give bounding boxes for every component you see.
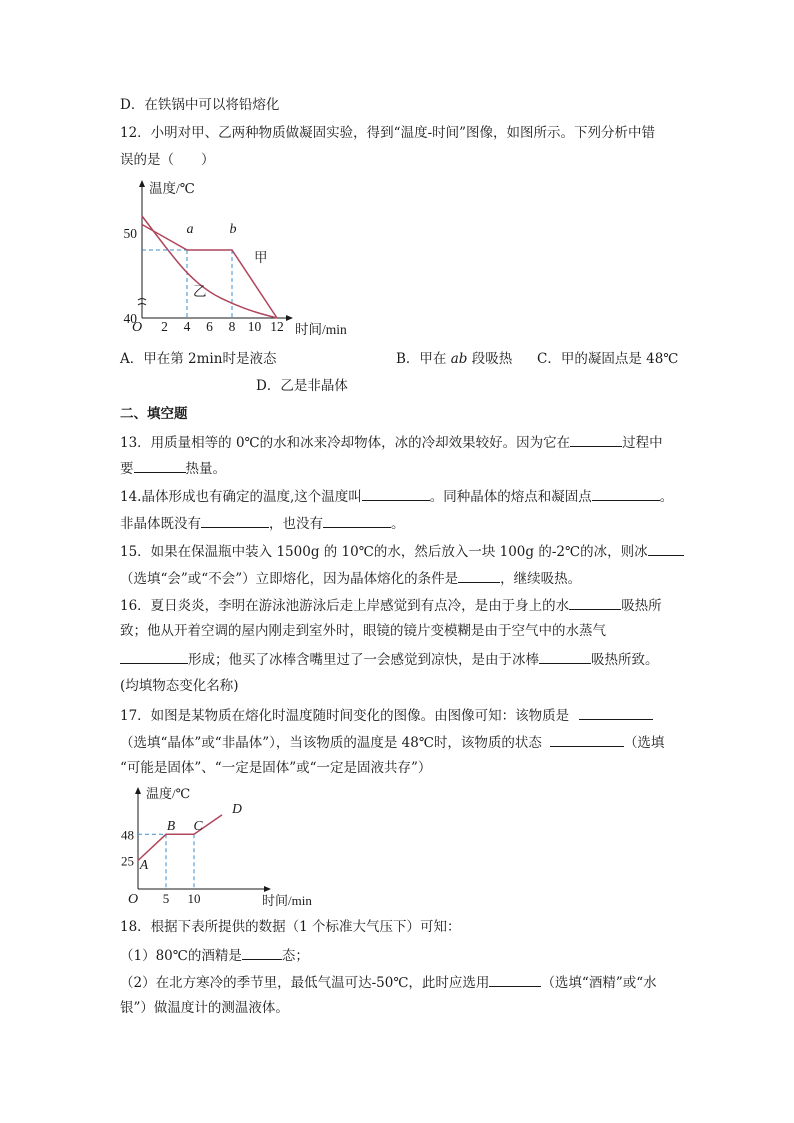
q12-option-b-ab: ab (450, 351, 468, 367)
q12-point-b-label: b (229, 222, 237, 237)
q14-text-2b: ，也没有 (269, 516, 323, 532)
q18-line2 (120, 945, 309, 965)
q12-stem-line1: 12．小明对甲、乙两种物质做凝固实验，得到“温度-时间”图像，如图所示。下列分析中错 (120, 125, 656, 141)
q13-blank-1[interactable] (570, 432, 622, 447)
q14-blank-3[interactable] (201, 513, 269, 528)
q13-text-2b: 热量。 (185, 461, 226, 477)
q15-blank-1[interactable] (648, 541, 684, 556)
q13-line2 (120, 458, 226, 478)
q18-line3 (120, 972, 657, 992)
q18-blank-1[interactable] (242, 945, 282, 960)
q11-option-d: D．在铁锅中可以将铅熔化 (120, 97, 280, 113)
q17-series-line (138, 815, 222, 861)
q16-blank-3[interactable] (539, 649, 591, 664)
q14-text-1b: 。同种晶体的熔点和凝固点 (429, 489, 592, 505)
q12-x-tick-label: 4 (183, 319, 191, 334)
q15-text-2a: （选填“会”或“不会”）立即熔化，因为晶体熔化的条件是 (120, 571, 459, 587)
q16-line4: (均填物态变化名称) (120, 678, 239, 694)
q14-text-2a: 非晶体既没有 (120, 516, 201, 532)
q12-series-jia-line (142, 225, 277, 319)
q12-chart (110, 170, 370, 342)
q15-line2 (120, 568, 581, 588)
q17-y-tick-label: 48 (121, 827, 134, 843)
q13-line1 (120, 432, 663, 452)
q18-blank-2[interactable] (489, 972, 541, 987)
q17-line1 (120, 705, 653, 725)
q16-blank-2[interactable] (120, 649, 188, 664)
q17-x-tick-label: 5 (162, 891, 170, 906)
q17-x-axis-label: 时间/min (262, 893, 312, 908)
q14-line2 (120, 513, 405, 533)
q12-x-tick-label: 6 (206, 319, 213, 334)
q12-series-jia-label: 甲 (254, 250, 268, 265)
q17-text-2a: （选填“晶体”或“非晶体”），当该物质的温度是 48℃时，该物质的状态 (120, 735, 542, 751)
q18-text-3a: （2）在北方寒冷的季节里，最低气温可达-50℃，此时应选用 (120, 975, 490, 991)
q17-line3: “可能是固体”、“一定是固体”或“一定是固液共存”） (120, 760, 432, 776)
q17-x-tick-label: 10 (187, 891, 201, 906)
q16-text-1a: 16．夏日炎炎，李明在游泳池游泳后走上岸感觉到有点冷，是由于身上的水 (120, 598, 570, 614)
q15-blank-2[interactable] (458, 568, 500, 583)
q17-line2 (120, 732, 664, 752)
q12-x-tick-label: 2 (161, 319, 168, 334)
q12-x-tick-label: 10 (247, 319, 262, 334)
q14-line1 (120, 486, 673, 506)
q18-text-2b: 态； (281, 948, 309, 964)
q18-text-3b: （选填“酒精”或“水 (541, 975, 657, 991)
q12-option-a: A．甲在第 2min时是液态 (120, 351, 277, 367)
q17-origin-label: O (127, 892, 139, 907)
q12-point-a-label: a (186, 222, 194, 237)
q17-point-d-label: D (232, 801, 242, 816)
q16-blank-1[interactable] (569, 595, 621, 610)
section-title: 二、填空题 (120, 406, 188, 422)
q16-text-1b: 吸热所 (621, 598, 662, 614)
q17-y-tick-label: 25 (121, 853, 134, 869)
q16-text-3a: 形成；他买了冰棒含嘴里过了一会感觉到凉快，是由于冰棒 (188, 652, 539, 668)
q14-blank-1[interactable] (362, 486, 430, 501)
q16-text-3b: 吸热所致。 (591, 652, 659, 668)
q17-point-b-label: B (166, 818, 176, 833)
q12-y-tick-label: 40 (123, 311, 137, 326)
q14-blank-4[interactable] (323, 513, 391, 528)
q18-line4: 银”）做温度计的测温液体。 (120, 1000, 289, 1016)
q17-y-axis-label: 温度/℃ (146, 786, 191, 801)
q12-option-b-pre: B．甲在 (396, 351, 447, 367)
q15-line1 (120, 541, 684, 561)
q14-blank-2[interactable] (592, 486, 660, 501)
q12-y-axis-label: 温度/℃ (149, 181, 195, 196)
q17-point-c-label: C (193, 818, 203, 833)
q12-origin-label: O (131, 320, 143, 335)
q18-line1: 18．根据下表所提供的数据（1 个标准大气压下）可知： (120, 919, 461, 935)
q12-series-yi-label: 乙 (193, 284, 207, 299)
q17-blank-1[interactable] (579, 705, 653, 720)
q18-text-2a: （1）80℃的酒精是 (120, 948, 242, 964)
q17-text-1a: 17．如图是某物质在熔化时温度随时间变化的图像。由图像可知：该物质是 (120, 708, 570, 724)
q15-text-1a: 15．如果在保温瓶中装入 1500g 的 10℃的水，然后放入一块 100g 的-2℃的冰，则冰 (120, 544, 648, 560)
q12-option-c: C．甲的凝固点是 48℃ (537, 351, 679, 367)
q12-stem-line2: 误的是（ ） (120, 152, 215, 168)
q13-text-2a: 要 (120, 461, 134, 477)
q12-option-b (396, 350, 512, 368)
q14-text-2c: 。 (391, 516, 405, 532)
q16-line1 (120, 595, 662, 615)
q12-option-d: D．乙是非晶体 (256, 378, 348, 394)
q17-blank-2[interactable] (550, 732, 624, 747)
q12-series-yi-curve (142, 216, 277, 318)
q14-text-1c: 。 (659, 489, 674, 505)
q14-text-1a: 14.晶体形成也有确定的温度,这个温度叫 (120, 489, 362, 505)
q12-x-axis-label: 时间/min (295, 322, 347, 337)
q13-text-1b: 过程中 (622, 435, 663, 451)
q17-chart (110, 783, 330, 911)
q12-x-tick-label: 12 (270, 319, 284, 334)
q15-text-2b: ，继续吸热。 (500, 571, 582, 587)
q17-text-2b: （选填 (623, 735, 665, 751)
q12-x-tick-label: 8 (228, 319, 236, 334)
q17-point-a-label: A (139, 857, 149, 872)
q12-option-b-post: 段吸热 (471, 351, 513, 367)
q13-blank-2[interactable] (134, 458, 186, 473)
q16-line2: 致；他从开着空调的屋内刚走到室外时，眼镜的镜片变模糊是由于空气中的水蒸气 (120, 623, 606, 639)
q13-text-1a: 13．用质量相等的 0℃的水和冰来冷却物体，冰的冷却效果较好。因为它在 (120, 435, 571, 451)
q16-line3 (120, 649, 659, 669)
q12-y-tick-label: 50 (123, 226, 137, 241)
